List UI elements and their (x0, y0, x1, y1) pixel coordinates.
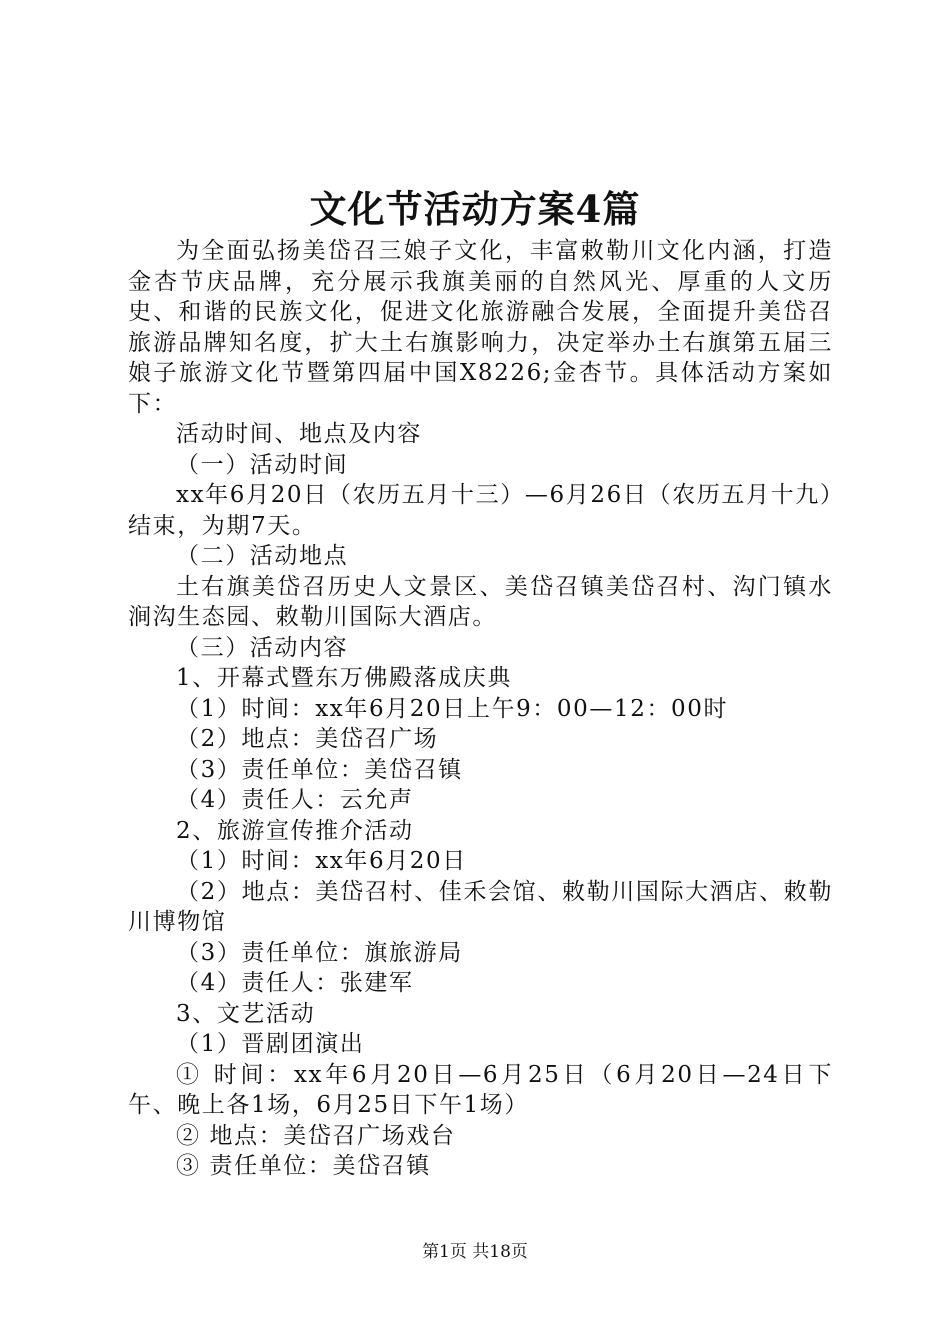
paragraph: （三）活动内容 (176, 634, 349, 661)
paragraph: （2）地点：美岱召村、佳禾会馆、敕勒川国际大酒店、敕勒川博物馆 (128, 878, 833, 935)
page-title: 文化节活动方案4篇 (309, 187, 641, 231)
paragraph: 为全面弘扬美岱召三娘子文化，丰富敕勒川文化内涵，打造金杏节庆品牌，充分展示我旗美丽的自然风光、厚重的人文历史、和谐的民族文化，促进文化旅游融合发展，全面提升美岱召旅游品牌知名度，扩大土右旗影响力，决定举办土右旗第五届三娘子旅游文化节暨第四届中国X8226;金杏节。具体活动方案如下： (128, 238, 833, 417)
paragraph: 1、开幕式暨东万佛殿落成庆典 (176, 665, 513, 691)
page-number-footer: 第1页 共18页 (422, 1242, 528, 1262)
paragraph: ③ 责任单位：美岱召镇 (176, 1153, 431, 1179)
paragraph: （1）晋剧团演出 (176, 1031, 365, 1057)
paragraph: ② 地点：美岱召广场戏台 (176, 1122, 456, 1149)
paragraph: 3、文艺活动 (176, 1000, 316, 1027)
paragraph: （1）时间：xx年6月20日上午9：00—12：00时 (176, 695, 729, 722)
paragraph: （3）责任单位：旗旅游局 (176, 939, 463, 966)
paragraph: 土右旗美岱召历史人文景区、美岱召镇美岱召村、沟门镇水涧沟生态园、敕勒川国际大酒店。 (128, 573, 833, 630)
paragraph: （2）地点：美岱召广场 (176, 726, 439, 752)
paragraph: ① 时间：xx年6月20日—6月25日（6月20日—24日下午、晚上各1场，6月25日下午1场） (128, 1061, 833, 1118)
paragraph: （4）责任人：张建军 (176, 970, 414, 996)
document-body (128, 236, 833, 1182)
paragraph: xx年6月20日（农历五月十三）—6月26日（农历五月十九）结束，为期7天。 (128, 482, 833, 539)
paragraph: （二）活动地点 (176, 543, 349, 569)
paragraph: （4）责任人：云允声 (176, 787, 414, 813)
paragraph: （3）责任单位：美岱召镇 (176, 756, 463, 783)
paragraph: （1）时间：xx年6月20日 (176, 848, 467, 874)
paragraph: 活动时间、地点及内容 (176, 421, 422, 447)
paragraph: 2、旅游宣传推介活动 (176, 817, 414, 844)
paragraph: （一）活动时间 (176, 451, 349, 478)
